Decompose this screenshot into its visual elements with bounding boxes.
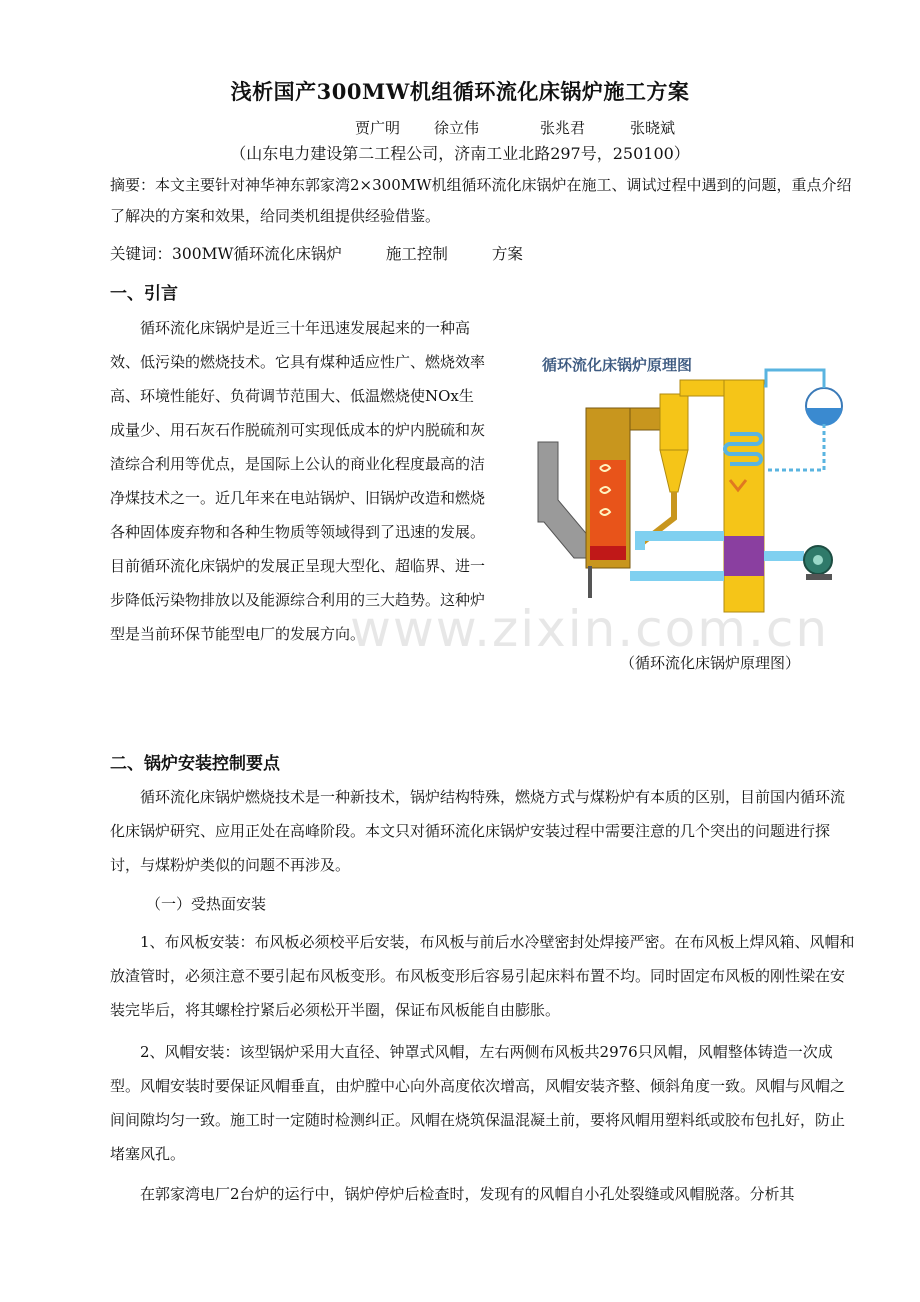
top-duct xyxy=(630,408,660,430)
cfb-boiler-diagram xyxy=(534,350,868,620)
keyword-2: 施工控制 xyxy=(385,245,448,263)
diagram-inner-title: 循环流化床锅炉原理图 xyxy=(542,356,693,374)
keywords-label: 关键词： xyxy=(110,245,173,263)
flame-zone xyxy=(590,460,626,546)
crossover-duct xyxy=(680,380,724,396)
author-2: 徐立伟 xyxy=(434,119,480,137)
author-1: 贾广明 xyxy=(355,119,401,137)
author-4: 张晓斌 xyxy=(630,119,676,137)
section2-paragraph: 循环流化床锅炉燃烧技术是一种新技术，锅炉结构特殊，燃烧方式与煤粉炉有本质的区别，目前国内循环流化床锅炉研究、应用正处在高峰阶段。本文只对循环流化床锅炉安装过程中需要注意的几个突出的问题进行探讨，与煤粉炉类似的问题不再涉及。 xyxy=(110,788,846,874)
keyword-1: 300MW循环流化床锅炉 xyxy=(172,245,342,263)
water-line xyxy=(766,424,824,470)
figure-caption: （循环流化床锅炉原理图） xyxy=(620,654,801,672)
air-heater xyxy=(724,536,764,576)
coal-hopper-shape xyxy=(538,442,590,558)
drum-water xyxy=(806,408,842,426)
fan-hub-icon xyxy=(813,555,823,565)
author-3: 张兆君 xyxy=(540,119,586,137)
affiliation: （山东电力建设第二工程公司，济南工业北路297号，250100） xyxy=(230,144,690,163)
item-air-distribution-plate: 1、布风板安装：布风板必须校平后安装，布风板与前后水冷壁密封处焊接严密。在布风板上焊风箱、风帽和放渣管时，必须注意不要引起布风板变形。布风板变形后容易引起床料布置不均。同时固定布风板的刚性梁在安装完毕后，将其螺栓拧紧后必须松开半圈，保证布风板能自由膨胀。 xyxy=(110,933,855,1019)
cyclone-top xyxy=(660,394,688,450)
keywords xyxy=(110,242,523,264)
watermark-text: www.zixin.com.cn xyxy=(350,600,830,658)
paper-title: 浅析国产300MW机组循环流化床锅炉施工方案 xyxy=(230,79,690,104)
item-air-cap-installation: 2、风帽安装：该型锅炉采用大直径、钟罩式风帽，左右两侧布风板共2976只风帽，风帽整体铸造一次成型。风帽安装时要保证风帽垂直，由炉膛中心向外高度依次增高，风帽安装齐整、倾斜角度一致。风帽与风帽之间间隙均匀一致。施工时一定随时检测纠正。风帽在烧筑保温混凝土前，要将风帽用塑料纸或胶布包扎好，防止堵塞风孔。 xyxy=(110,1043,846,1163)
keyword-3: 方案 xyxy=(491,245,523,263)
steam-line xyxy=(764,370,824,388)
drain-pipe xyxy=(588,566,592,598)
item-guojiawan-analysis: 在郭家湾电厂2台炉的运行中，锅炉停炉后检查时，发现有的风帽自小孔处裂缝或风帽脱落。分析其 xyxy=(140,1185,795,1203)
fire-bed xyxy=(590,546,626,560)
cyclone-cone xyxy=(660,450,688,492)
section-heading-intro: 一、引言 xyxy=(110,284,178,304)
subheading-heating-surface: （一）受热面安装 xyxy=(146,895,267,913)
backpass xyxy=(724,380,764,612)
intro-paragraph: 循环流化床锅炉是近三十年迅速发展起来的一种高效、低污染的燃烧技术。它具有煤种适应性广、燃烧效率高、环境性能好、负荷调节范围大、低温燃烧使NOx生成量少、用石灰石作脱硫剂可实现低成本的炉内脱硫和灰渣综合利用等优点，是国际上公认的商业化程度最高的洁净煤技术之一。近几年来在电站锅炉、旧锅炉改造和燃烧各种固体废弃物和各种生物质等领域得到了迅速的发展。目前循环流化床锅炉的发展正呈现大型化、超临界、进一步降低污染物排放以及能源综合利用的三大趋势。这种炉型是当前环保节能型电厂的发展方向。 xyxy=(110,319,486,643)
fan-base xyxy=(806,574,832,580)
section-heading-installation: 二、锅炉安装控制要点 xyxy=(110,754,280,774)
cfb-boiler-svg xyxy=(534,350,868,620)
abstract: 摘要：本文主要针对神华神东郭家湾2×300MW机组循环流化床锅炉在施工、调试过程中遇到的问题，重点介绍了解决的方案和效果，给同类机组提供经验借鉴。 xyxy=(110,176,852,225)
air-duct-upper xyxy=(640,536,724,550)
